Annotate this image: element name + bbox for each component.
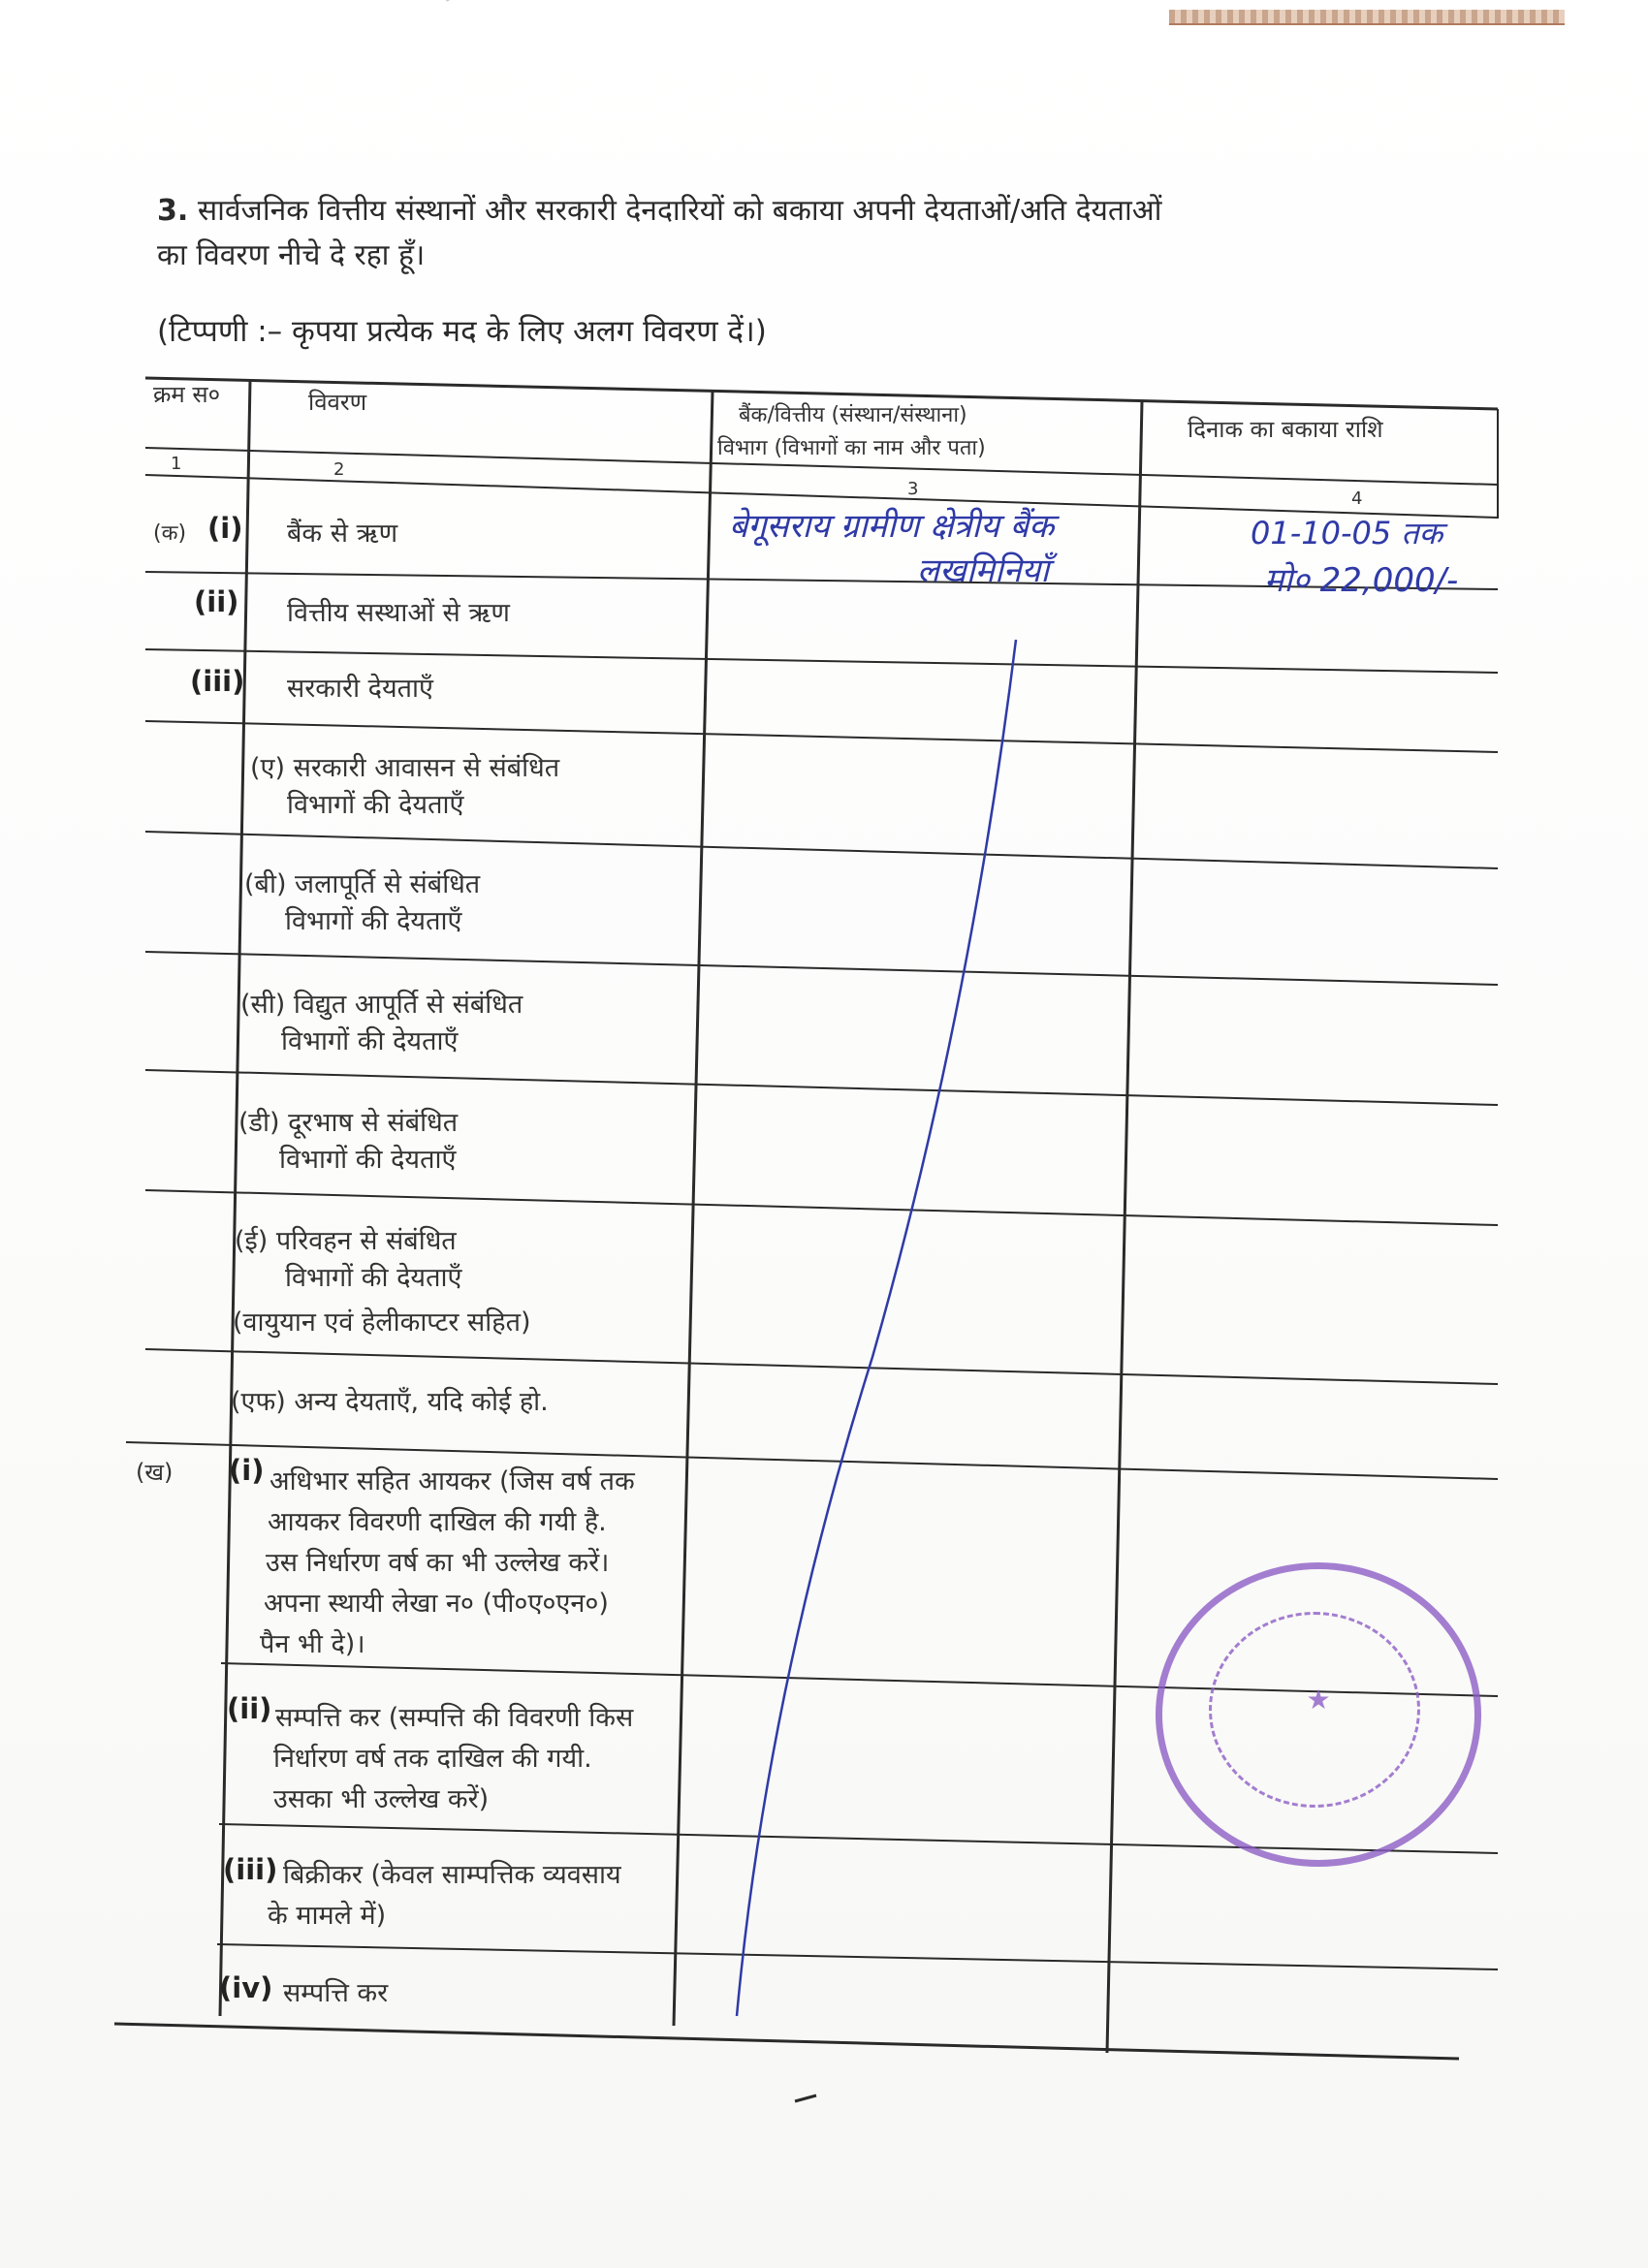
row-1-label: बैंक से ऋण: [287, 519, 398, 549]
section-number: 3.: [157, 194, 189, 228]
row-k1-number: (i): [229, 1454, 265, 1487]
section-kha-label: (ख): [136, 1459, 174, 1486]
seal-star-icon: ★: [1306, 1684, 1331, 1716]
col-number-3: 3: [907, 479, 919, 499]
row-k1-line-2: आयकर विवरणी दाखिल की गयी है.: [268, 1507, 607, 1537]
row-c-line-1: (सी) विद्युत आपूर्ति से संबंधित: [240, 990, 523, 1020]
row-k3-line-2: के मामले में): [268, 1901, 387, 1931]
header-bank-line-2: विभाग (विभागों का नाम और पता): [717, 436, 986, 460]
row-3-number: (iii): [190, 665, 245, 698]
row-k4-line-1: सम्पत्ति कर: [283, 1978, 389, 2008]
row-k1-line-5: पैन भी दे)।: [260, 1629, 365, 1659]
row-e-line-3: (वायुयान एवं हेलीकाप्टर सहित): [233, 1307, 531, 1338]
row-b-line-1: (बी) जलापूर्ति से संबंधित: [244, 869, 481, 899]
row-2-label: वित्तीय सस्थाओं से ऋण: [287, 598, 510, 628]
row-k4-number: (iv): [219, 1971, 273, 2004]
header-amount: दिनाक का बकाया राशि: [1188, 416, 1383, 443]
row-b-line-2: विभागों की देयताएँ: [285, 906, 462, 936]
row-3-label: सरकारी देयताएँ: [287, 674, 433, 704]
header-serial: क्रम स०: [153, 381, 221, 408]
handwritten-date: 01-10-05 तक: [1251, 515, 1443, 551]
col-number-4: 4: [1351, 488, 1363, 509]
row-2-number: (ii): [194, 585, 239, 618]
row-k1-line-1: अधिभार सहित आयकर (जिस वर्ष तक: [269, 1466, 635, 1496]
handwritten-amount: मो० 22,000/-: [1264, 561, 1459, 600]
row-e-line-2: विभागों की देयताएँ: [285, 1263, 462, 1293]
row-k3-line-1: बिक्रीकर (केवल साम्पत्तिक व्यवसाय: [283, 1860, 621, 1890]
row-f-line-1: (एफ) अन्य देयताएँ, यदि कोई हो.: [231, 1387, 549, 1417]
row-c-line-2: विभागों की देयताएँ: [281, 1026, 459, 1056]
handwritten-bank-name: बेगूसराय ग्रामीण क्षेत्रीय बैंक: [729, 507, 1055, 546]
row-a-line-2: विभागों की देयताएँ: [287, 790, 464, 820]
row-e-line-1: (ई) परिवहन से संबंधित: [235, 1226, 457, 1256]
row-k1-line-4: अपना स्थायी लेखा न० (पी०ए०एन०): [264, 1589, 609, 1619]
row-d-line-2: विभागों की देयताएँ: [279, 1145, 457, 1175]
header-bank-line-1: बैंक/वित्तीय (संस्थान/संस्थाना): [739, 403, 967, 427]
header-description: विवरण: [308, 389, 367, 416]
heading-line-2: का विवरण नीचे दे रहा हूँ।: [157, 238, 426, 272]
row-k2-line-2: निर्धारण वर्ष तक दाखिल की गयी.: [273, 1744, 592, 1774]
official-seal-stamp: [1156, 1562, 1481, 1867]
row-k1-line-3: उस निर्धारण वर्ष का भी उल्लेख करें।: [266, 1548, 610, 1578]
section-ka-label: (क): [153, 521, 187, 546]
heading-line-1: सार्वजनिक वित्तीय संस्थानों और सरकारी देनदारियों को बकाया अपनी देयताओं/अति देयताओं: [197, 194, 1162, 228]
row-k2-line-1: सम्पत्ति कर (सम्पत्ति की विवरणी किस: [275, 1703, 634, 1733]
row-k2-line-3: उसका भी उल्लेख करें): [273, 1784, 490, 1814]
note-text: (टिप्पणी :– कृपया प्रत्येक मद के लिए अलग विवरण दें।): [157, 314, 767, 349]
section-heading: [157, 189, 1514, 278]
row-k3-number: (iii): [223, 1853, 278, 1886]
row-k2-number: (ii): [227, 1692, 272, 1725]
row-d-line-1: (डी) दूरभाष से संबंधित: [238, 1108, 459, 1138]
col-number-1: 1: [171, 454, 182, 474]
row-a-line-1: (ए) सरकारी आवासन से संबंधित: [250, 753, 560, 783]
row-1-number: (i): [207, 512, 243, 545]
col-number-2: 2: [333, 459, 345, 480]
handwritten-bank-branch: लखमिनियाँ: [917, 551, 1050, 590]
